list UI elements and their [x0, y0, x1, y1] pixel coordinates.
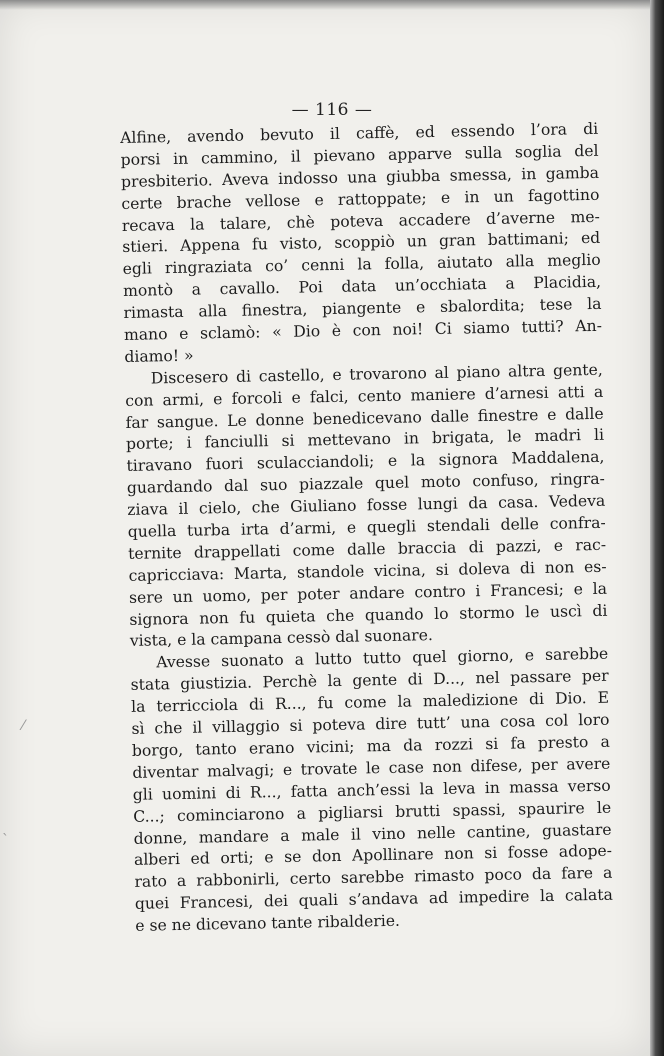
text-line: stata giustizia. Perchè la gente di D..., nel passare per — [130, 666, 609, 695]
text-line: donne, mandare a male il vino nelle cantine, guastare — [133, 820, 612, 848]
text-line: e se ne dicevano tante ribalderie. — [135, 911, 401, 935]
text-line: ziava il cielo, che Giuliano fosse lungi da casa. Vedeva — [127, 491, 606, 520]
text-line: porte; i fanciulli si mettevano in brigata, le madri li — [125, 426, 605, 454]
text-line: rato a rabbonirli, certo sarebbe rimasto poco da fare a — [134, 863, 613, 892]
text-line: far sangue. Le donne benedicevano dalle finestre e dalle — [125, 404, 604, 432]
margin-speck: ⁄ — [22, 718, 25, 734]
text-line: signora non fu quieta che quando lo stormo le uscì di — [129, 601, 608, 629]
text-line: alberi ed orti; e se don Apollinare non si fosse adope- — [133, 842, 613, 870]
text-line: sì che il villaggio si poteva dire tutt’ una cosa col loro — [131, 710, 610, 738]
text-line: con armi, e forcoli e falci, cento maniere d’arnesi atti a — [125, 382, 604, 410]
text-line: egli ringraziata co’ cenni la folla, aiutato alla meglio — [122, 251, 601, 279]
text-line: stieri. Appena fu visto, scoppiò un gran battimani; ed — [122, 229, 601, 257]
text-line: mano e sclamò: « Dio è con noi! Ci siamo tutti? An- — [123, 316, 603, 344]
text-line: porsi in cammino, il pievano apparve sulla soglia del — [120, 141, 599, 169]
text-line: certe brache vellose e rattoppate; e in un fagottino — [121, 185, 600, 213]
text-line: rimasta alla finestra, piangente e sbalordita; tese la — [123, 294, 602, 323]
text-line: sere un uomo, per poter andare contro i Francesi; e la — [128, 579, 608, 607]
text-line: montò a cavallo. Poi data un’occhiata a Placidia, — [122, 273, 602, 301]
text-line: vista, e la campana cessò dal suonare. — [129, 626, 434, 651]
text-line: capricciava: Marta, standole vicina, si doleva di non es- — [128, 557, 607, 585]
text-line: quei Francesi, dei quali s’andava ad impedire la calata — [134, 885, 613, 914]
text-line: diamo! » — [124, 346, 194, 366]
scan-top-shadow — [0, 0, 650, 10]
text-line: Discesero di castello, e trovarono al piano altra gente, — [150, 360, 603, 388]
text-line: ternite drappellati come dalle braccia di pazzi, e rac- — [128, 535, 607, 563]
text-line: Alfine, avendo bevuto il caffè, ed essendo l’ora di — [120, 119, 599, 147]
text-line: la terricciola di R..., fu come la maledizione di Dio. E — [130, 688, 610, 717]
margin-speck: ˎ — [2, 820, 9, 836]
text-line: Avesse suonato a lutto tutto quel giorno, e sarebbe — [156, 645, 609, 672]
text-line: tiravano fuori sculacciandoli; e la signora Maddalena, — [126, 448, 605, 476]
text-line: C...; cominciarono a pigliarsi brutti spassi, spaurire le — [133, 798, 612, 826]
text-line: borgo, tanto erano vicini; ma da rozzi si fa presto a — [131, 732, 611, 760]
text-line: presbiterio. Aveva indosso una giubba smessa, in gamba — [120, 163, 600, 191]
page-number-header: — 116 — — [291, 100, 373, 120]
text-line: diventar malvagi; e trovate le case non difese, per avere — [132, 754, 611, 782]
text-line: gli uomini di R..., fatta anch’essi la leva in massa verso — [132, 776, 611, 804]
body-text — [120, 119, 613, 938]
text-line: guardando dal suo piazzale quel moto confuso, ringra- — [126, 470, 606, 498]
text-line: quella turba irta d’armi, e quegli stendali delle confra- — [127, 513, 606, 541]
page-edge-shadow — [650, 0, 664, 1056]
text-line: recava la talare, chè poteva accadere d’averne me- — [121, 207, 600, 235]
